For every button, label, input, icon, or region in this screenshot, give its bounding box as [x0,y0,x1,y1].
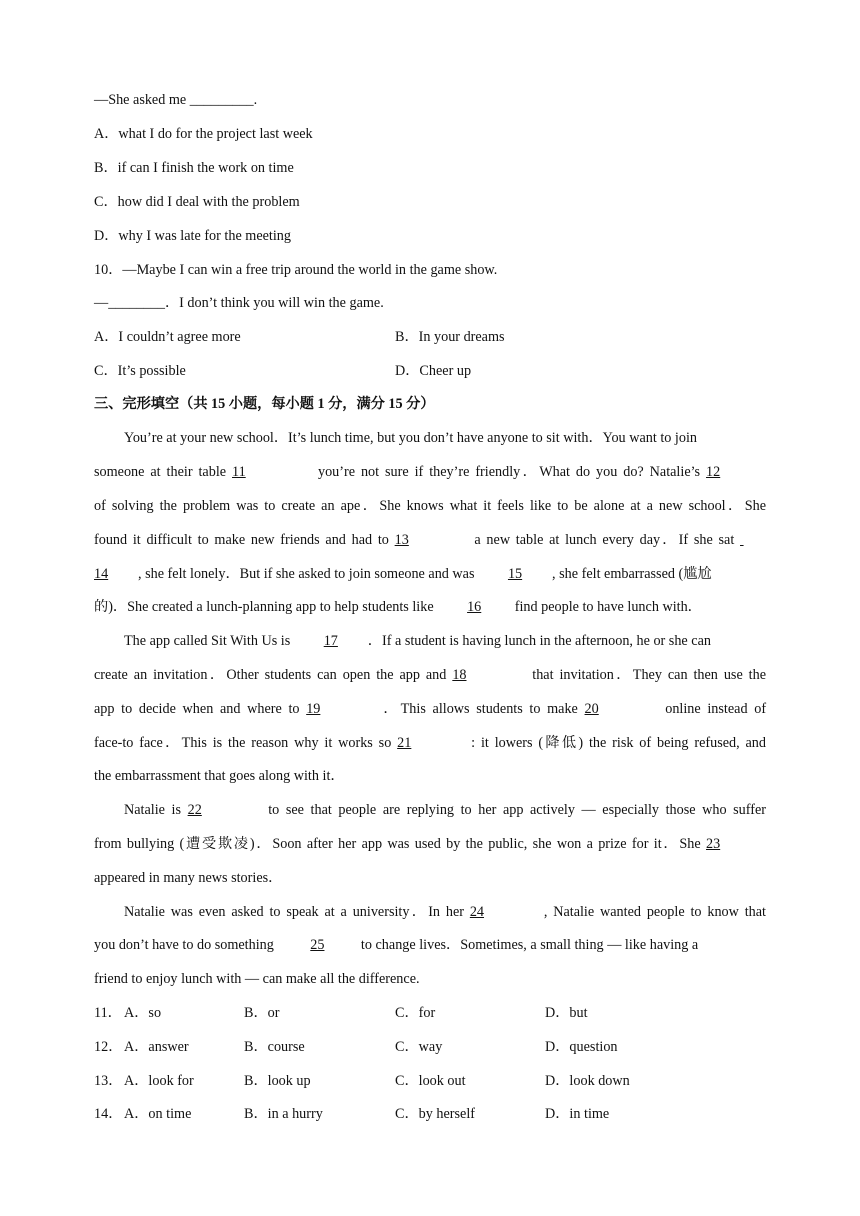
passage-line [124,903,766,921]
choice-c: C．way [395,1039,443,1055]
passage-text: found it difficult to make new friends and had to [94,532,389,548]
passage-text: The app called Sit With Us is [124,633,291,649]
blank-21: 21 [397,735,412,751]
choice-b: B．look up [244,1073,311,1089]
q10-option-c: C．It’s possible [94,363,186,379]
choice-b: B．or [244,1005,280,1021]
blank-19: 19 [306,701,321,717]
q9-option-d: D．why I was late for the meeting [94,228,291,244]
q10-prompt: 10．—Maybe I can win a free trip around the world in the game show. [94,262,498,278]
passage-text: : it lowers (降低) the risk of being refused, and [471,735,766,751]
passage-line [94,835,766,853]
passage-text: app to decide when and where to [94,701,300,717]
choice-b: B．course [244,1039,305,1055]
blank-24: 24 [469,904,485,920]
blank-13: 13 [394,532,409,548]
blank-18: 18 [452,667,467,683]
passage-line [94,734,766,752]
choice-d: D．in time [545,1106,610,1122]
blank-20: 20 [584,701,599,717]
choice-d: D．but [545,1005,588,1021]
passage-text: you’re not sure if they’re friendly．What do you do? Natalie’s [317,464,701,480]
passage-text: a new table at lunch every day．If she sat [474,532,735,548]
passage-line [94,565,712,583]
blank-14-start [740,531,766,549]
passage-text: someone at their table [94,464,227,480]
choice-a: A．answer [124,1039,189,1055]
passage-line [94,700,766,718]
blank-23: 23 [706,836,721,852]
passage-text: Natalie was even asked to speak at a university．In her [124,904,464,920]
q10-option-a: A．I couldn’t agree more [94,329,241,345]
passage-line: appeared in many news stories． [94,870,283,886]
passage-line [94,598,702,616]
passage-line [94,936,698,954]
blank-16: 16 [467,599,482,615]
passage-line [94,463,766,481]
passage-text: ．If a student is having lunch in the afternoon, he or she can [367,633,711,649]
choice-num: 14． [94,1106,123,1122]
blank-14: 14 [94,566,109,582]
blank-15: 15 [507,566,523,582]
passage-text: to see that people are replying to her app actively — especially those who suffer [268,802,766,818]
passage-line [94,531,766,549]
q9-option-c: C．how did I deal with the problem [94,194,300,210]
blank-22: 22 [187,802,202,818]
q10-option-b: B．In your dreams [395,329,505,345]
passage-text: 的)．She created a lunch-planning app to help students like [94,599,434,615]
passage-text: create an invitation．Other students can open the app and [94,667,447,683]
blank-17: 17 [323,633,338,649]
choice-num: 12． [94,1039,123,1055]
q9-option-b: B．if can I finish the work on time [94,160,294,176]
choice-c: C．by herself [395,1106,475,1122]
choice-c: C．look out [395,1073,466,1089]
passage-line: the embarrassment that goes along with it． [94,768,345,784]
passage-text: online instead of [665,701,767,717]
blank-12: 12 [706,464,721,480]
passage-text: face-to face．This is the reason why it works so [94,735,392,751]
choice-d: D．look down [545,1073,630,1089]
passage-text: Natalie is [124,802,182,818]
choice-a: A．look for [124,1073,194,1089]
q10-reply: —________．I don’t think you will win the game. [94,295,384,311]
passage-text: that invitation．They can then use the [532,667,767,683]
choice-b: B．in a hurry [244,1106,323,1122]
q10-option-d: D．Cheer up [395,363,472,379]
passage-line: of solving the problem was to create an ape．She knows what it feels like to be alone at a new school．She [94,498,766,514]
passage-text: from bullying (遭受欺凌)．Soon after her app was used by the public, she won a prize for it．She [94,836,701,852]
choice-a: A．so [124,1005,162,1021]
passage-text: to change lives．Sometimes, a small thing — like having a [360,937,699,953]
passage-line [94,666,766,684]
section-heading: 三、完形填空（共 15 小题，每小题 1 分，满分 15 分） [94,396,435,412]
blank-25: 25 [310,937,325,953]
q9-option-a: A．what I do for the project last week [94,126,313,142]
blank-11: 11 [232,464,246,480]
passage-text: , Natalie wanted people to know that [543,904,766,920]
passage-line: friend to enjoy lunch with — can make all the difference. [94,971,420,987]
passage-line [124,801,766,819]
choice-num: 11． [94,1005,122,1021]
choice-c: C．for [395,1005,436,1021]
passage-text: , she felt embarrassed (尴尬 [552,566,712,582]
choice-a: A．on time [124,1106,192,1122]
q9-prompt: —She asked me _________. [94,92,258,108]
passage-line [124,632,711,650]
passage-text: ．This allows students to make [380,701,578,717]
choice-d: D．question [545,1039,618,1055]
passage-text: , she felt lonely．But if she asked to join someone and was [138,566,475,582]
passage-text: find people to have lunch with． [514,599,702,615]
passage-line: You’re at your new school．It’s lunch time, but you don’t have anyone to sit with．You want to join [124,430,697,446]
choice-num: 13． [94,1073,123,1089]
passage-text: you don’t have to do something [94,937,274,953]
